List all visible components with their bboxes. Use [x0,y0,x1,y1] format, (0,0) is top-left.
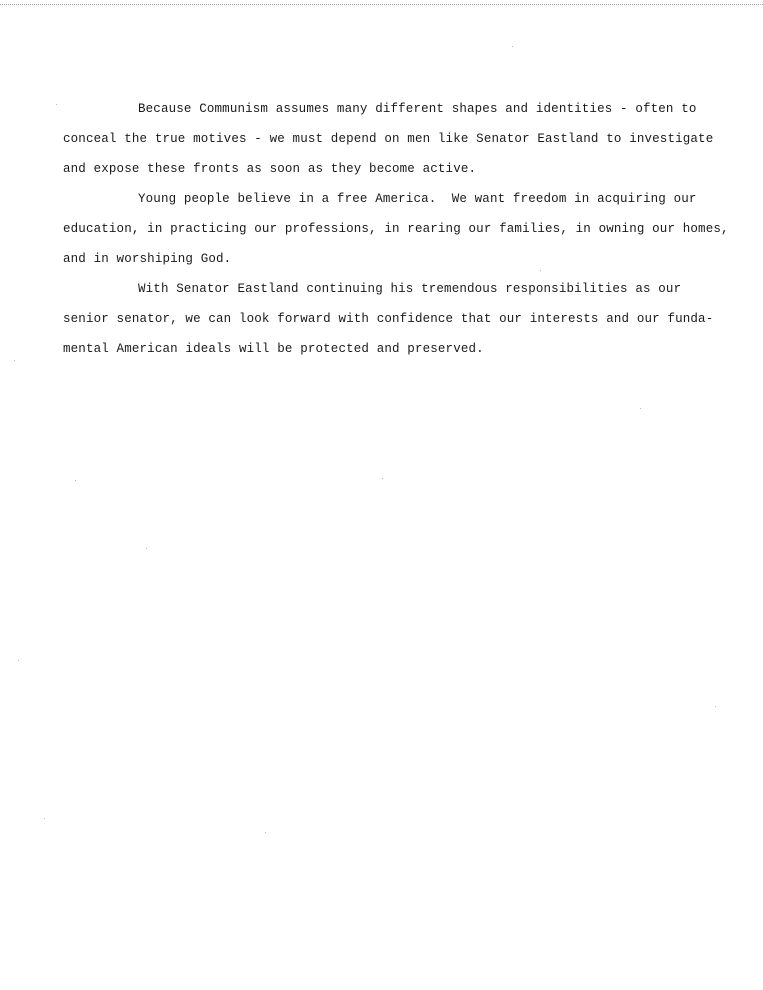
document-body [63,97,729,367]
paragraph-1-line-2: conceal the true motives - we must depend on men like Senator Eastland to investigate [63,132,714,146]
scan-speck [512,46,513,47]
paragraph-2-line-1: Young people believe in a free America. We want freedom in acquiring our [138,192,697,206]
paragraph-3-line-2: senior senator, we can look forward with confidence that our interests and our funda- [63,312,714,326]
paragraph-1-line-1: Because Communism assumes many different shapes and identities - often to [138,102,697,116]
page-top-edge [0,4,763,5]
paragraph-3-line-3: mental American ideals will be protected and preserved. [63,342,484,356]
scan-speck [640,408,641,409]
scan-speck [265,832,266,833]
scan-speck [14,360,15,361]
paragraph-2-line-2: education, in practicing our professions, in rearing our families, in owning our homes, [63,222,729,236]
scan-speck [56,104,57,105]
scan-speck [540,270,541,271]
scan-speck [715,706,716,707]
paragraph-1-line-3: and expose these fronts as soon as they become active. [63,162,477,176]
scan-speck [18,660,19,661]
scan-speck [146,548,147,549]
scan-speck [75,480,76,481]
paragraph-2-line-3: and in worshiping God. [63,252,232,266]
scan-speck [44,818,45,819]
scan-speck [382,478,383,479]
paragraph-3-line-1: With Senator Eastland continuing his tremendous responsibilities as our [138,282,682,296]
